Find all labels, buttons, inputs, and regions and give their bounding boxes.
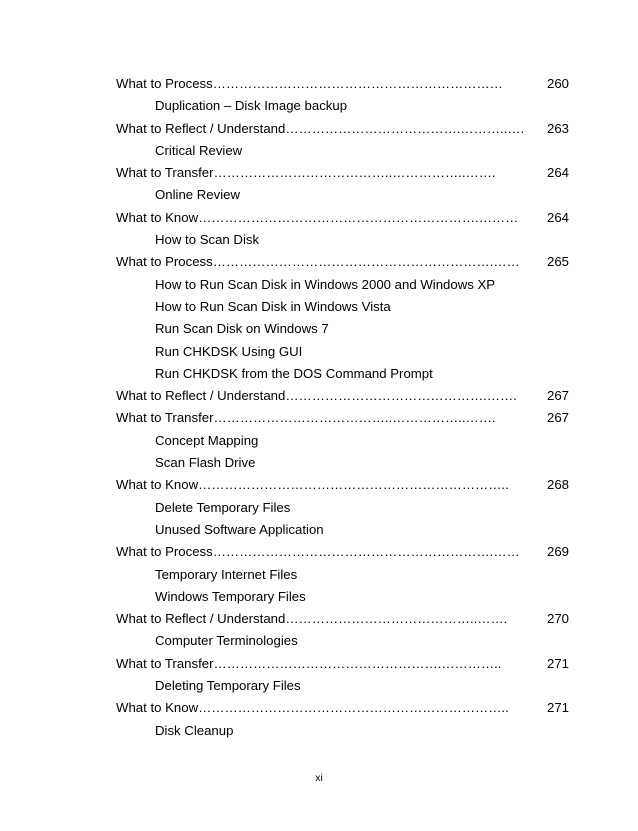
toc-subsection-entry [0,95,638,117]
toc-entry-title: What to Process……………………………………………………….…… [116,254,520,270]
toc-entry-title: Run CHKDSK Using GUI [155,343,303,359]
toc-entry-title: How to Scan Disk [155,232,260,248]
toc-entry-page-number: 264 [546,209,569,225]
toc-entry-page-number: 260 [546,76,569,91]
toc-entry-title: Windows Temporary Files [155,588,306,604]
toc-section-entry [0,541,638,563]
toc-subsection-entry [0,630,638,652]
toc-entry-page-number: 270 [546,611,569,627]
toc-entry-title: Temporary Internet Files [155,566,298,582]
toc-subsection-entry [0,519,638,541]
page-number: xi [315,772,323,784]
toc-entry-title: Delete Temporary Files [155,499,291,515]
toc-entry-page-number: 271 [546,655,569,671]
toc-section-entry [0,207,638,229]
toc-subsection-entry [0,229,638,251]
toc-subsection-entry [0,184,638,206]
toc-subsection-entry [0,296,638,318]
toc-entry-title: What to Know……………………………………………………….……… [116,209,519,225]
toc-entry-title: What to Reflect / Understand……………………………………….……. [116,388,517,404]
toc-subsection-entry [0,430,638,452]
toc-entry-title: Online Review [155,187,241,203]
toc-entry-title: Computer Terminologies [155,633,298,649]
toc-entry-title: Run Scan Disk on Windows 7 [155,321,329,337]
toc-entry-page-number: 269 [546,544,569,560]
toc-entry-title: What to Transfer…………………………………..……………..……. [116,410,496,426]
toc-entry-title: Scan Flash Drive [155,455,256,471]
toc-subsection-entry [0,452,638,474]
toc-entry-page-number: 264 [546,165,569,181]
toc-section-entry [0,118,638,140]
toc-entry-title: What to Process………………………………………………………… [116,76,503,91]
toc-entry-page-number: 267 [546,388,569,404]
toc-entry-title: What to Know…………………………………………………………….. [116,477,509,493]
toc-subsection-entry [0,720,638,742]
toc-section-entry [0,653,638,675]
toc-entry-page-number: 268 [546,477,569,493]
toc-section-entry [0,385,638,407]
toc-subsection-entry [0,675,638,697]
table-of-contents [0,73,638,742]
toc-entry-title: What to Process……………………………………………………….…… [116,544,520,560]
toc-section-entry [0,251,638,273]
toc-section-entry [0,162,638,184]
toc-subsection-entry [0,564,638,586]
toc-entry-page-number: 267 [546,410,569,426]
toc-subsection-entry [0,274,638,296]
toc-subsection-entry [0,497,638,519]
toc-entry-title: Disk Cleanup [155,722,234,738]
toc-subsection-entry [0,140,638,162]
toc-entry-title: How to Run Scan Disk in Windows Vista [155,298,391,314]
toc-entry-title: Run CHKDSK from the DOS Command Prompt [155,365,433,381]
toc-entry-title: Concept Mapping [155,432,259,448]
toc-entry-title: What to Reflect / Understand……………………………………..……. [116,611,508,627]
toc-entry-title: What to Transfer…………………………………..……………..……. [116,165,496,181]
toc-section-entry [0,608,638,630]
toc-subsection-entry [0,363,638,385]
toc-entry-title: Critical Review [155,142,243,158]
toc-entry-page-number: 265 [546,254,569,270]
toc-subsection-entry [0,341,638,363]
toc-entry-title: What to Transfer…………………………………………….………….. [116,655,502,671]
toc-section-entry [0,407,638,429]
toc-entry-title: What to Reflect / Understand………………………………….………..…. [116,120,525,136]
toc-entry-title: How to Run Scan Disk in Windows 2000 and Windows XP [155,276,496,292]
toc-entry-title: Deleting Temporary Files [155,678,301,694]
toc-entry-title: What to Know…………………………………………………………….. [116,700,509,716]
toc-subsection-entry [0,318,638,340]
toc-entry-title: Duplication – Disk Image backup [155,98,348,114]
toc-entry-page-number: 263 [546,120,569,136]
toc-section-entry [0,73,638,95]
toc-subsection-entry [0,586,638,608]
toc-section-entry [0,697,638,719]
toc-entry-title: Unused Software Application [155,521,324,537]
toc-section-entry [0,474,638,496]
toc-entry-page-number: 271 [546,700,569,716]
